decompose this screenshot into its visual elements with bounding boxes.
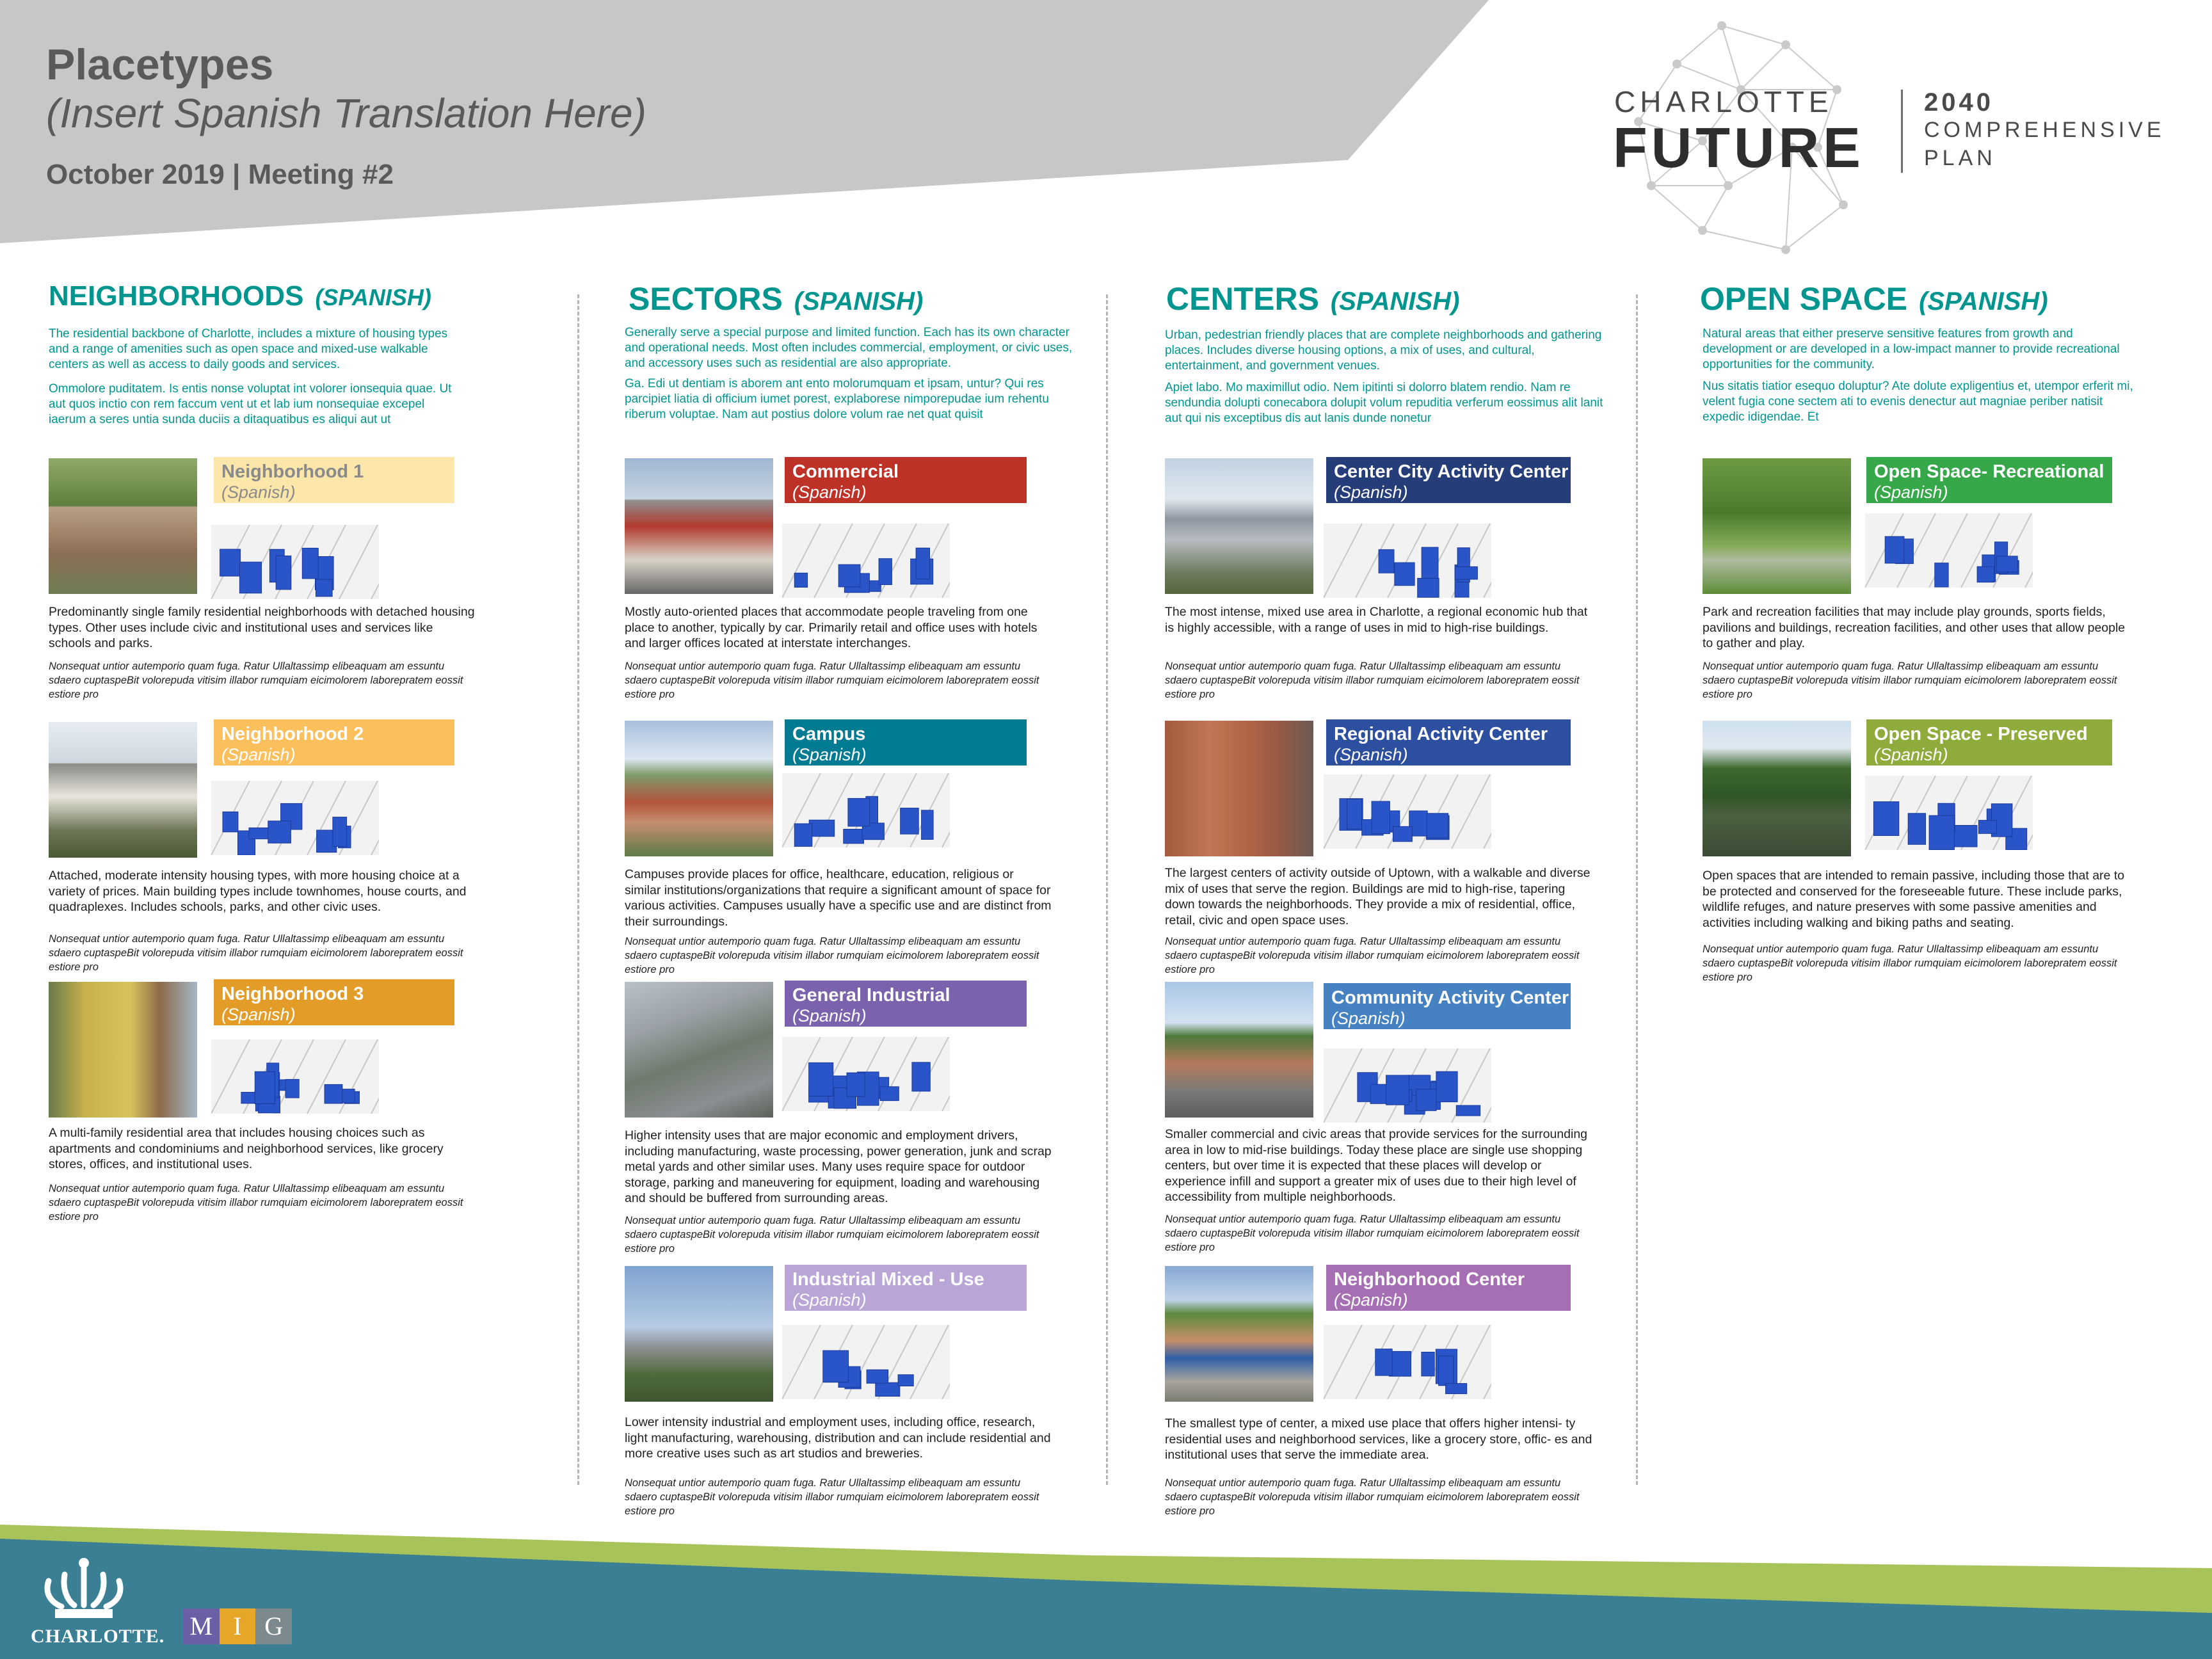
placetype-description: The smallest type of center, a mixed use place that offers higher intensi- ty residential uses and neighborhood services, like a grocery store, offic- es and institutional uses that serve the immediate area. — [1165, 1416, 1592, 1462]
tag-neighborhood-1: Neighborhood 1 (Spanish) — [214, 457, 454, 503]
tag-open-space-recreational: Open Space- Recreational (Spanish) — [1866, 457, 2112, 503]
3d-model-icon — [782, 524, 950, 598]
mig-letter: I — [220, 1608, 256, 1644]
column-divider — [1106, 294, 1108, 1485]
sectors-heading: SECTORS (SPANISH) — [629, 281, 924, 317]
logo-future-text: FUTURE — [1613, 116, 1864, 179]
placetype-spanish-placeholder: Nonsequat untior autemporio quam fuga. Ratur Ullaltassimp elibeaquam am essuntu sdaero cuptaspeBit volorepuda vitisim illabor rumquiam eicimolorem laborepratem eossit estiore pro — [625, 1477, 1039, 1517]
open-space-intro: Natural areas that either preserve sensitive features from growth and development or are developed in a low-impact manner to provide recreational opportunities for the community. Nus sitatis tiatior esequo doluptur? Ate dolute expligentius et, utempor erferit mi, velent fugia cone sectem ati to evenis denectur aut magniae periber natisit expedic idigendae. Et — [1703, 327, 2133, 424]
placetype-description: Open spaces that are intended to remain passive, including those that are to be protected and conserved for the foreseeable future. These include parks, wildlife refuges, and nature preserves with some passive amenities and activities including walking and biking paths and seating. — [1703, 869, 2125, 930]
tag-neighborhood-3: Neighborhood 3 (Spanish) — [214, 979, 454, 1025]
placetype-spanish-placeholder: Nonsequat untior autemporio quam fuga. Ratur Ullaltassimp elibeaquam am essuntu sdaero cuptaspeBit volorepuda vitisim illabor rumquiam eicimolorem laborepratem eossit estiore pro — [49, 933, 463, 973]
charlotte-crown-icon — [36, 1555, 132, 1626]
placetype-description: Higher intensity uses that are major economic and employment drivers, including manufacturing, waste processing, power generation, junk and scrap metal yards and other similar uses. Many uses require space for outdoor storage, parking and maneuvering for equipment, loading and warehousing and should be buffered from surrounding areas. — [625, 1128, 1052, 1205]
tag-neighborhood-center: Neighborhood Center (Spanish) — [1326, 1265, 1571, 1311]
tag-commercial: Commercial (Spanish) — [785, 457, 1027, 503]
placetype-description: Campuses provide places for office, healthcare, education, religious or similar institutions/organizations that require a significant amount of space for various activities. Campuses usually have a specific use and are distinct from their surroundings. — [625, 867, 1052, 929]
placetype-description: The most intense, mixed use area in Charlotte, a regional economic hub that is highly accessible, with a range of uses in mid to high-rise buildings. — [1165, 605, 1588, 635]
tag-campus: Campus (Spanish) — [785, 719, 1027, 765]
tag-general-industrial: General Industrial (Spanish) — [785, 981, 1027, 1027]
placetype-spanish-placeholder: Nonsequat untior autemporio quam fuga. Ratur Ullaltassimp elibeaquam am essuntu sdaero cuptaspeBit volorepuda vitisim illabor rumquiam eicimolorem laborepratem eossit estiore pro — [49, 1183, 463, 1222]
tag-open-space-preserved: Open Space - Preserved (Spanish) — [1866, 719, 2112, 765]
page-subtitle: (Insert Spanish Translation Here) — [46, 90, 646, 136]
mig-logo — [183, 1608, 292, 1644]
placetype-spanish-placeholder: Nonsequat untior autemporio quam fuga. Ratur Ullaltassimp elibeaquam am essuntu sdaero cuptaspeBit volorepuda vitisim illabor rumquiam eicimolorem laborepratem eossit estiore pro — [625, 661, 1039, 700]
meeting-info: October 2019 | Meeting #2 — [46, 159, 394, 190]
placetype-spanish-placeholder: Nonsequat untior autemporio quam fuga. Ratur Ullaltassimp elibeaquam am essuntu sdaero cuptaspeBit volorepuda vitisim illabor rumquiam eicimolorem laborepratem eossit estiore pro — [1165, 1477, 1580, 1517]
centers-heading: CENTERS (SPANISH) — [1166, 281, 1460, 317]
3d-model-icon — [1324, 774, 1491, 849]
main-street-photo — [1165, 982, 1313, 1118]
mig-letter: M — [183, 1608, 220, 1644]
campus-photo — [625, 721, 773, 856]
3d-model-icon — [211, 1039, 379, 1114]
placetype-spanish-placeholder: Nonsequat untior autemporio quam fuga. Ratur Ullaltassimp elibeaquam am essuntu sdaero cuptaspeBit volorepuda vitisim illabor rumquiam eicimolorem laborepratem eossit estiore pro — [1165, 1214, 1580, 1253]
placetype-description: Park and recreation facilities that may include play grounds, sports fields, pavilions and buildings, recreation facilities, and other uses that allow people to gather and play. — [1703, 605, 2126, 650]
placetype-description: The largest centers of activity outside of Uptown, with a walkable and diverse mix of uses that serve the region. Buildings are mid to high-rise, tapering down towards the neighborhoods. They provide a mix of residential, office, retail, civic and open space uses. — [1165, 866, 1591, 927]
tag-regional-activity-center: Regional Activity Center (Spanish) — [1326, 719, 1571, 765]
footer-band — [0, 1517, 2212, 1659]
townhouse-photo — [49, 722, 197, 858]
placetype-description: Lower intensity industrial and employment uses, including office, research, light manufacturing, warehousing, distribution and can include residential and more creative uses such as art studios and breweries. — [625, 1415, 1051, 1461]
park-photo — [1703, 458, 1851, 594]
placetype-spanish-placeholder: Nonsequat untior autemporio quam fuga. Ratur Ullaltassimp elibeaquam am essuntu sdaero cuptaspeBit volorepuda vitisim illabor rumquiam eicimolorem laborepratem eossit estiore pro — [1165, 936, 1580, 975]
placetype-spanish-placeholder: Nonsequat untior autemporio quam fuga. Ratur Ullaltassimp elibeaquam am essuntu sdaero cuptaspeBit volorepuda vitisim illabor rumquiam eicimolorem laborepratem eossit estiore pro — [1703, 661, 2117, 700]
page-title: Placetypes — [46, 40, 274, 89]
placetype-spanish-placeholder: Nonsequat untior autemporio quam fuga. Ratur Ullaltassimp elibeaquam am essuntu sdaero cuptaspeBit volorepuda vitisim illabor rumquiam eicimolorem laborepratem eossit estiore pro — [1165, 661, 1580, 700]
neighborhoods-intro: The residential backbone of Charlotte, includes a mixture of housing types and a range of amenities such as open space and mixed-use walkable centers as well as access to daily goods and services. Ommolore puditatem. Is entis nonse voluptat int volorer ionsequia quae. Ut aut quos inctio con rem faccum vent ut et lab ium nonsequiae excepel iaerum a seres untia sunda duciis a ditaquatibus es aliqui aut ut — [49, 327, 452, 426]
pond-photo — [1703, 721, 1851, 856]
placetype-spanish-placeholder: Nonsequat untior autemporio quam fuga. Ratur Ullaltassimp elibeaquam am essuntu sdaero cuptaspeBit volorepuda vitisim illabor rumquiam eicimolorem laborepratem eossit estiore pro — [1703, 943, 2117, 983]
centers-intro: Urban, pedestrian friendly places that are complete neighborhoods and gathering places. Includes diverse housing options, a mix of uses, and cultural, entertainment, and government venues. Apiet labo. Mo maximillut odio. Nem ipitinti si dolorro blatem rendio. Nam re sendundia dolupti conecabora dolupit volum repuditia verferum eossimus alit lanit aut qui nis exceptibus dis aut lanis dunde nonetur — [1165, 328, 1603, 425]
warehouse-photo — [625, 982, 773, 1118]
tag-community-activity-center: Community Activity Center (Spanish) — [1324, 983, 1571, 1029]
placetype-description: Smaller commercial and civic areas that provide services for the surrounding area in low to mid-rise buildings. Today these place are single use shopping centers, but over time it is expected that these places will develop or experience infill and support a greater mix of uses due to their high level of accessibility from multiple neighborhoods. — [1165, 1127, 1588, 1204]
storefront-photo — [1165, 1266, 1313, 1402]
3d-model-icon — [211, 781, 379, 855]
mig-letter: G — [255, 1608, 292, 1644]
strip-mall-photo — [625, 458, 773, 594]
neighborhoods-heading: NEIGHBORHOODS (SPANISH) — [49, 280, 431, 312]
placetype-spanish-placeholder: Nonsequat untior autemporio quam fuga. Ratur Ullaltassimp elibeaquam am essuntu sdaero cuptaspeBit volorepuda vitisim illabor rumquiam eicimolorem laborepratem eossit estiore pro — [625, 1215, 1039, 1254]
column-divider — [1636, 294, 1638, 1485]
logo-divider — [1901, 90, 1903, 173]
3d-model-icon — [211, 525, 379, 599]
tag-center-city-activity-center: Center City Activity Center (Spanish) — [1326, 457, 1571, 503]
logo-comprehensive: COMPREHENSIVE — [1924, 118, 2165, 142]
3d-model-icon — [1324, 1325, 1491, 1399]
placetype-spanish-placeholder: Nonsequat untior autemporio quam fuga. Ratur Ullaltassimp elibeaquam am essuntu sdaero cuptaspeBit volorepuda vitisim illabor rumquiam eicimolorem laborepratem eossit estiore pro — [625, 936, 1039, 975]
tag-neighborhood-2: Neighborhood 2 (Spanish) — [214, 719, 454, 765]
logo-year: 2040 — [1924, 88, 1994, 116]
3d-model-icon — [782, 1325, 950, 1399]
header-banner — [0, 0, 2212, 294]
smokestack-photo — [625, 1266, 773, 1402]
sectors-intro: Generally serve a special purpose and limited function. Each has its own character and operational needs. Most often includes commercial, employment, or civic uses, and accessory uses such as residential are also appropriate. Ga. Edi ut dentiam is aborem ant ento molorumquam et ipsam, untur? Qui res parcipiet liatia di officium iumet porest, explaborese nimporepudae ium rehentu riberum voluptae. Nam aut postius dolore volum rae net quat quisit — [625, 326, 1073, 421]
column-divider — [577, 294, 579, 1485]
3d-model-icon — [1324, 524, 1491, 598]
open-space-heading: OPEN SPACE (SPANISH) — [1700, 281, 2048, 317]
placetype-description: Attached, moderate intensity housing types, with more housing choice at a variety of prices. Main building types include townhomes, house courts, and quadraplexes. Includes schools, parks, and other civic uses. — [49, 869, 467, 914]
charlotte-wordmark: CHARLOTTE. — [31, 1626, 165, 1647]
3d-model-icon — [782, 773, 950, 847]
3d-model-icon — [782, 1037, 950, 1111]
brick-building-photo — [1165, 721, 1313, 856]
placetype-description: A multi-family residential area that includes housing choices such as apartments and condominiums and neighborhood services, like grocery stores, offices, and institutional uses. — [49, 1126, 444, 1171]
logo-charlotte-text: CHARLOTTE — [1614, 85, 1833, 118]
house-photo — [49, 458, 197, 594]
3d-model-icon — [1865, 513, 2033, 588]
placetype-description: Mostly auto-oriented places that accommodate people traveling from one place to another, typically by car. Primarily retail and office uses with hotels and larger offices located at interstate interchanges. — [625, 605, 1038, 650]
3d-model-icon — [1324, 1048, 1491, 1123]
3d-model-icon — [1865, 776, 2033, 850]
logo-plan: PLAN — [1924, 146, 1996, 170]
apartment-photo — [49, 982, 197, 1118]
skyline-photo — [1165, 458, 1313, 594]
placetype-description: Predominantly single family residential neighborhoods with detached housing types. Other uses include civic and institutional uses and services like schools and parks. — [49, 605, 475, 650]
placetype-spanish-placeholder: Nonsequat untior autemporio quam fuga. Ratur Ullaltassimp elibeaquam am essuntu sdaero cuptaspeBit volorepuda vitisim illabor rumquiam eicimolorem laborepratem eossit estiore pro — [49, 661, 463, 700]
tag-industrial-mixed-use: Industrial Mixed - Use (Spanish) — [785, 1265, 1027, 1311]
